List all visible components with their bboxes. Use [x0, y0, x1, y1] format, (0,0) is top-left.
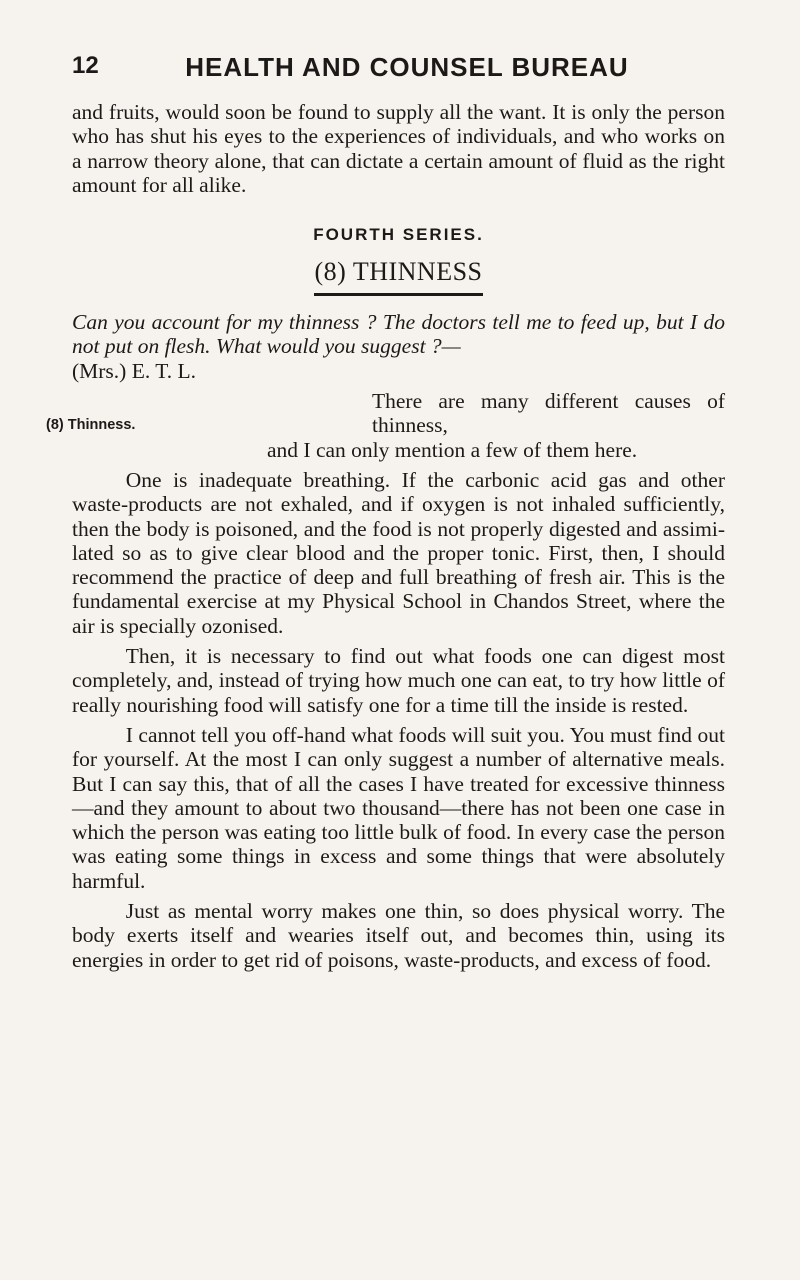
answer-opening: [46, 389, 725, 462]
paragraph-worry: Just as mental worry makes one thin, so does physical worry. The body exerts itself and wearies itself out, and becomes thin, using its energies in order to get rid of poisons, waste-products, and excess of food.: [72, 899, 725, 972]
running-head: [72, 52, 742, 86]
series-label: FOURTH SERIES.: [313, 225, 484, 245]
paragraph-intro: and fruits, would soon be found to supply all the want. It is only the person who has shut his eyes to the experiences of individuals, and who works on a narrow theory alone, that can dictate a certain amount of fluid as the right amount for all alike.: [72, 100, 725, 197]
answer-line-1: There are many different causes of thinness,: [372, 389, 725, 438]
body-text: [46, 100, 725, 972]
answer-line-2: and I can only mention a few of them here.: [267, 437, 638, 462]
question-signature: (Mrs.) E. T. L.: [72, 358, 197, 383]
paragraph-foods: Then, it is necessary to find out what foods one can digest most completely, and, instead of trying how much one can eat, to try how little of really nourishing food will satisfy one for a time till the inside is rested.: [72, 644, 725, 717]
question-paragraph: [72, 310, 725, 383]
section-heading: [72, 257, 725, 296]
page-number: 12: [72, 52, 99, 79]
side-note: (8) Thinness.: [46, 417, 136, 434]
paragraph-cases: I cannot tell you off-hand what foods will suit you. You must find out for yourself. At the most I can only suggest a number of alternative meals. But I can say this, that of all the cases I have treated for excessive thinness—and they amount to about two thousand—there has not been one case in which the person was eating too little bulk of food. In every case the person was eating some things in excess and some things that were absolutely harmful.: [72, 722, 725, 893]
question-text: Can you account for my thinness ? The doctors tell me to feed up, but I do not put on flesh. What would you suggest ?—: [72, 310, 725, 359]
running-title: HEALTH AND COUNSEL BUREAU: [185, 52, 629, 82]
paragraph-breathing: One is inadequate breathing. If the carbonic acid gas and other waste-products are not exhaled, and if oxygen is not inhaled sufficiently, then the body is poisoned, and the food is not properly digested and assimi-lated so as to give clear blood and the proper tonic. First, then, I should recommend the practice of deep and full breathing of fresh air. This is the fundamental exercise at my Physical School in Chandos Street, where the air is specially ozonised.: [72, 467, 725, 638]
section-title: (8) THINNESS: [314, 257, 482, 296]
